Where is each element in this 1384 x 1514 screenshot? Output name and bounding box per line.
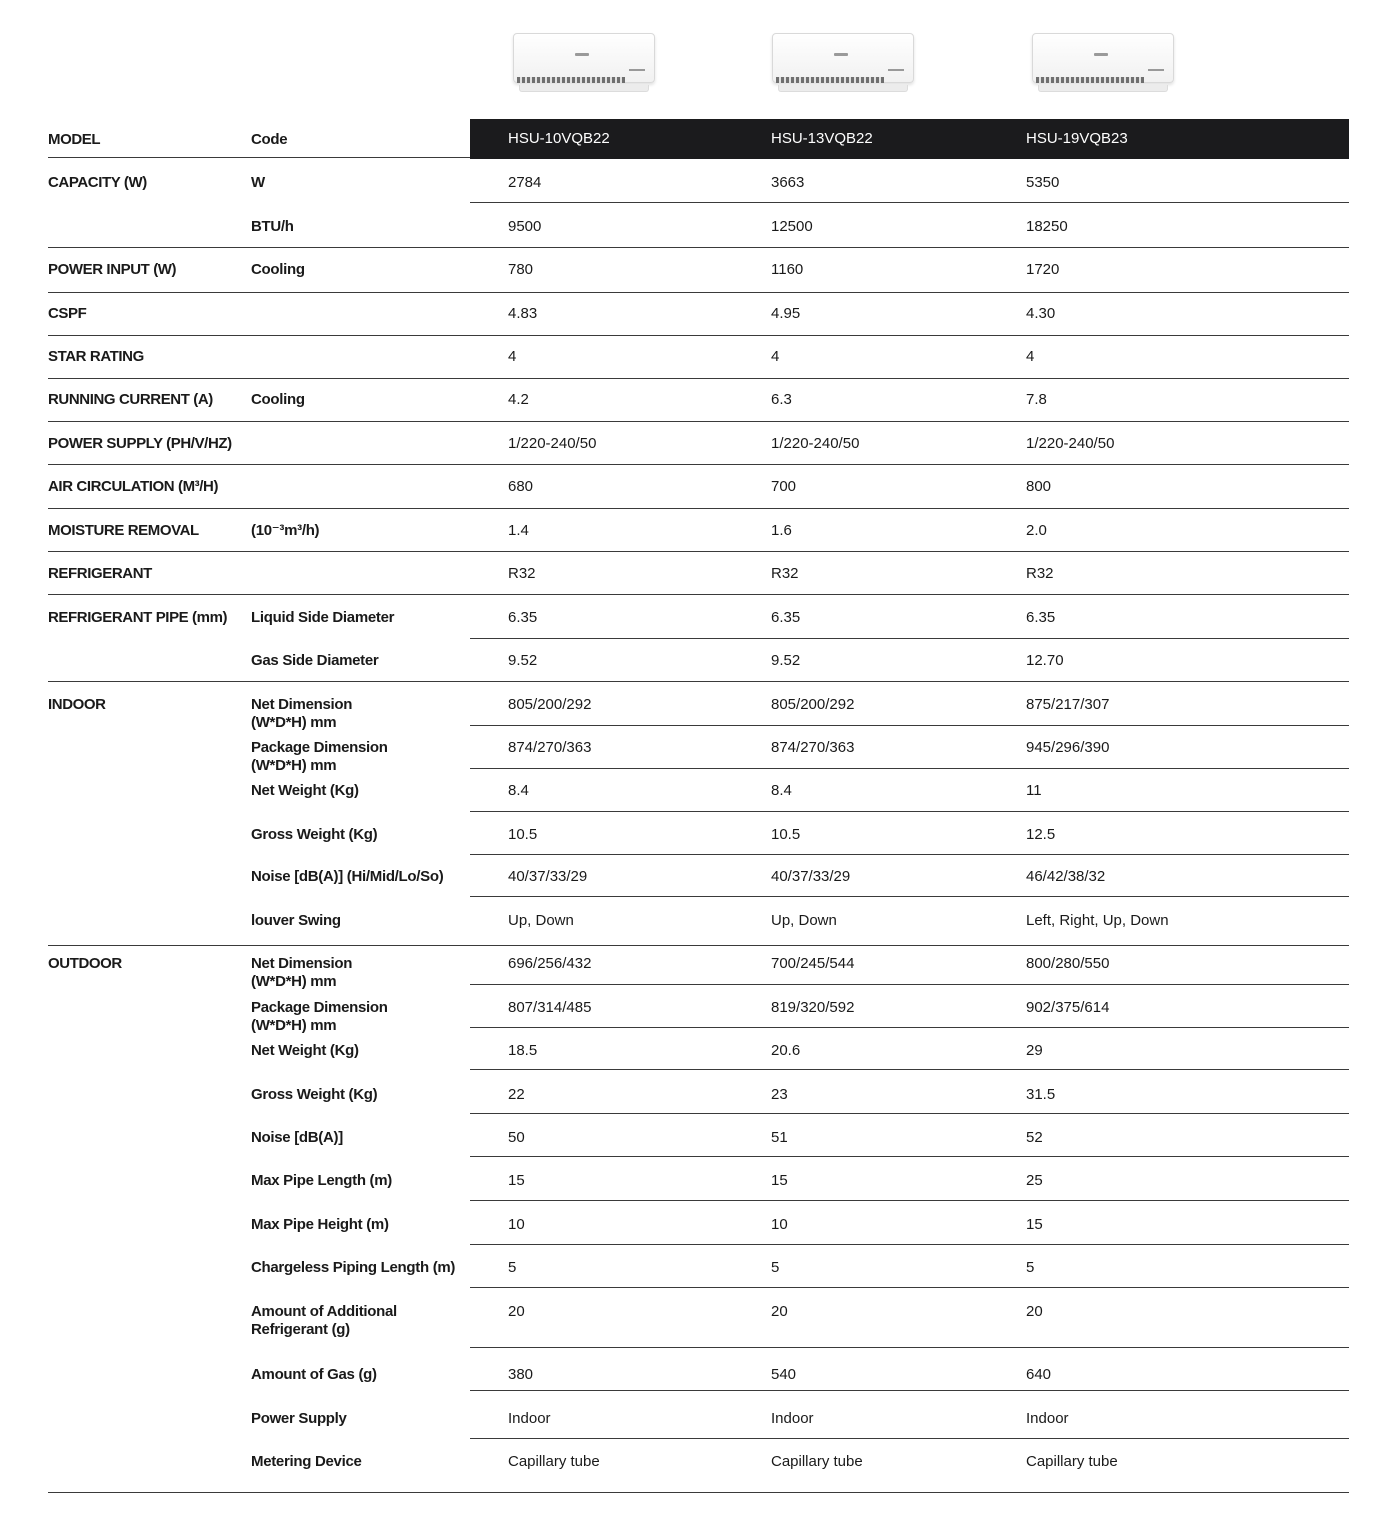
spec-value-model-2: Up, Down (771, 912, 837, 929)
spec-value-model-3: 4.30 (1026, 305, 1056, 322)
spec-value-model-2: 1.6 (771, 522, 792, 539)
spec-value-model-3: 6.35 (1026, 609, 1056, 626)
spec-value-model-2: 540 (771, 1366, 797, 1383)
row-divider (48, 247, 1349, 248)
spec-category: RUNNING CURRENT (A) (48, 391, 213, 408)
spec-sublabel: Noise [dB(A)] (Hi/Mid/Lo/So) (251, 868, 444, 885)
spec-value-model-3: 12.5 (1026, 826, 1056, 843)
spec-value-model-1: 40/37/33/29 (508, 868, 588, 885)
spec-sublabel: Gross Weight (Kg) (251, 1086, 378, 1103)
spec-sublabel: Gross Weight (Kg) (251, 826, 378, 843)
row-divider (470, 1113, 1349, 1114)
spec-sublabel: louver Swing (251, 912, 341, 929)
spec-value-model-2: R32 (771, 565, 799, 582)
spec-value-model-3: 15 (1026, 1216, 1043, 1233)
spec-value-model-1: 874/270/363 (508, 739, 592, 756)
spec-value-model-1: 20 (508, 1303, 525, 1320)
spec-value-model-1: 680 (508, 478, 534, 495)
spec-sublabel: Package Dimension (W*D*H) mm (251, 739, 388, 774)
spec-value-model-3: 20 (1026, 1303, 1043, 1320)
model-name-3: HSU-19VQB23 (1026, 130, 1128, 147)
spec-sublabel: Amount of Additional Refrigerant (g) (251, 1303, 397, 1338)
spec-value-model-1: 50 (508, 1129, 525, 1146)
spec-sublabel: Noise [dB(A)] (251, 1129, 343, 1146)
spec-value-model-3: 31.5 (1026, 1086, 1056, 1103)
spec-value-model-3: Left, Right, Up, Down (1026, 912, 1169, 929)
spec-value-model-3: 5 (1026, 1259, 1035, 1276)
spec-value-model-3: 5350 (1026, 174, 1060, 191)
spec-value-model-2: 3663 (771, 174, 805, 191)
row-divider (48, 335, 1349, 336)
spec-sublabel: Power Supply (251, 1410, 347, 1427)
row-divider (48, 594, 1349, 595)
spec-sublabel: Net Weight (Kg) (251, 1042, 359, 1059)
spec-value-model-1: 2784 (508, 174, 542, 191)
code-label: Code (251, 131, 288, 148)
row-divider (470, 1200, 1349, 1201)
spec-value-model-2: 6.35 (771, 609, 801, 626)
spec-value-model-2: Indoor (771, 1410, 814, 1427)
spec-value-model-2: 12500 (771, 218, 813, 235)
spec-value-model-3: 11 (1026, 782, 1042, 799)
row-divider (470, 1287, 1349, 1288)
spec-value-model-3: 800/280/550 (1026, 955, 1110, 972)
spec-sublabel: Amount of Gas (g) (251, 1366, 377, 1383)
product-image-1 (513, 33, 653, 95)
spec-value-model-1: 380 (508, 1366, 534, 1383)
spec-sublabel: BTU/h (251, 218, 294, 235)
spec-value-model-1: 805/200/292 (508, 696, 592, 713)
row-divider (470, 1390, 1349, 1391)
spec-value-model-3: 18250 (1026, 218, 1068, 235)
row-divider (470, 896, 1349, 897)
spec-value-model-3: 25 (1026, 1172, 1043, 1189)
row-divider (48, 551, 1349, 552)
spec-category: AIR CIRCULATION (M³/H) (48, 478, 219, 495)
spec-value-model-1: 1.4 (508, 522, 529, 539)
row-divider (48, 508, 1349, 509)
spec-sublabel: Package Dimension (W*D*H) mm (251, 999, 388, 1034)
spec-sublabel: Cooling (251, 261, 305, 278)
spec-value-model-2: 700 (771, 478, 797, 495)
row-divider (470, 984, 1349, 985)
spec-value-model-1: 22 (508, 1086, 525, 1103)
spec-category: POWER SUPPLY (PH/V/HZ) (48, 435, 232, 452)
spec-sublabel: Chargeless Piping Length (m) (251, 1259, 456, 1276)
spec-value-model-1: Up, Down (508, 912, 574, 929)
spec-value-model-2: 10 (771, 1216, 788, 1233)
spec-value-model-1: 1/220-240/50 (508, 435, 597, 452)
spec-value-model-2: 10.5 (771, 826, 801, 843)
spec-category: STAR RATING (48, 348, 144, 365)
spec-value-model-1: 696/256/432 (508, 955, 592, 972)
row-divider (470, 1438, 1349, 1439)
spec-value-model-3: 902/375/614 (1026, 999, 1110, 1016)
spec-value-model-3: 640 (1026, 1366, 1052, 1383)
row-divider (470, 1069, 1349, 1070)
spec-value-model-1: 9500 (508, 218, 542, 235)
spec-value-model-1: 807/314/485 (508, 999, 592, 1016)
spec-value-model-2: 1160 (771, 261, 804, 278)
row-divider (470, 854, 1349, 855)
spec-value-model-3: 945/296/390 (1026, 739, 1110, 756)
model-name-1: HSU-10VQB22 (508, 130, 610, 147)
spec-category: CSPF (48, 305, 87, 322)
spec-value-model-2: 805/200/292 (771, 696, 855, 713)
spec-category: REFRIGERANT (48, 565, 152, 582)
spec-value-model-1: 10.5 (508, 826, 538, 843)
spec-value-model-2: 1/220-240/50 (771, 435, 860, 452)
spec-value-model-2: Capillary tube (771, 1453, 863, 1470)
model-name-2: HSU-13VQB22 (771, 130, 873, 147)
spec-value-model-1: Capillary tube (508, 1453, 600, 1470)
row-divider (48, 421, 1349, 422)
spec-sublabel: Metering Device (251, 1453, 362, 1470)
row-divider (470, 1244, 1349, 1245)
spec-value-model-1: 5 (508, 1259, 517, 1276)
row-divider (48, 681, 1349, 682)
spec-value-model-2: 40/37/33/29 (771, 868, 851, 885)
spec-value-model-1: 4 (508, 348, 517, 365)
row-divider (470, 1027, 1349, 1028)
spec-category: OUTDOOR (48, 955, 122, 972)
spec-value-model-1: 4.2 (508, 391, 529, 408)
spec-value-model-3: 4 (1026, 348, 1035, 365)
spec-value-model-3: 52 (1026, 1129, 1043, 1146)
spec-value-model-3: Indoor (1026, 1410, 1069, 1427)
row-divider (470, 811, 1349, 812)
spec-value-model-2: 8.4 (771, 782, 792, 799)
row-divider (48, 292, 1349, 293)
spec-category: INDOOR (48, 696, 106, 713)
row-divider (470, 638, 1349, 639)
row-divider (470, 202, 1349, 203)
spec-value-model-3: 7.8 (1026, 391, 1047, 408)
spec-sublabel: Net Dimension (W*D*H) mm (251, 955, 353, 990)
spec-value-model-3: 46/42/38/32 (1026, 868, 1106, 885)
spec-value-model-2: 819/320/592 (771, 999, 855, 1016)
spec-value-model-2: 700/245/544 (771, 955, 855, 972)
row-divider (470, 1156, 1349, 1157)
product-image-2 (772, 33, 912, 95)
spec-sublabel: Cooling (251, 391, 305, 408)
row-divider (48, 378, 1349, 379)
spec-category: REFRIGERANT PIPE (mm) (48, 609, 228, 626)
spec-sublabel: Max Pipe Height (m) (251, 1216, 389, 1233)
spec-category: CAPACITY (W) (48, 174, 147, 191)
spec-value-model-2: 23 (771, 1086, 788, 1103)
spec-value-model-3: 800 (1026, 478, 1052, 495)
spec-sublabel: Net Dimension (W*D*H) mm (251, 696, 353, 731)
row-divider (470, 768, 1349, 769)
spec-value-model-3: 2.0 (1026, 522, 1047, 539)
spec-value-model-2: 4 (771, 348, 780, 365)
row-divider (48, 464, 1349, 465)
spec-value-model-1: 18.5 (508, 1042, 538, 1059)
spec-value-model-2: 6.3 (771, 391, 792, 408)
spec-value-model-2: 51 (771, 1129, 788, 1146)
spec-value-model-3: 1/220-240/50 (1026, 435, 1115, 452)
spec-value-model-2: 874/270/363 (771, 739, 855, 756)
spec-sublabel: Net Weight (Kg) (251, 782, 359, 799)
spec-sublabel: W (251, 174, 265, 191)
spec-value-model-3: R32 (1026, 565, 1054, 582)
spec-value-model-3: 29 (1026, 1042, 1043, 1059)
row-divider (470, 725, 1349, 726)
spec-category: MOISTURE REMOVAL (48, 522, 199, 539)
spec-value-model-1: 15 (508, 1172, 525, 1189)
spec-value-model-3: 1720 (1026, 261, 1060, 278)
row-divider (48, 1492, 1349, 1493)
spec-value-model-2: 4.95 (771, 305, 801, 322)
spec-value-model-3: Capillary tube (1026, 1453, 1118, 1470)
spec-value-model-1: 8.4 (508, 782, 529, 799)
spec-sublabel: Gas Side Diameter (251, 652, 379, 669)
spec-value-model-2: 20.6 (771, 1042, 801, 1059)
spec-value-model-2: 5 (771, 1259, 780, 1276)
product-image-3 (1032, 33, 1172, 95)
spec-value-model-2: 15 (771, 1172, 788, 1189)
spec-value-model-1: 10 (508, 1216, 525, 1233)
spec-value-model-1: 9.52 (508, 652, 538, 669)
spec-value-model-1: Indoor (508, 1410, 551, 1427)
row-divider (48, 945, 1349, 946)
spec-sublabel: Max Pipe Length (m) (251, 1172, 392, 1189)
spec-value-model-2: 20 (771, 1303, 788, 1320)
spec-value-model-3: 875/217/307 (1026, 696, 1110, 713)
spec-sublabel: Liquid Side Diameter (251, 609, 395, 626)
row-divider (470, 1347, 1349, 1348)
spec-category: POWER INPUT (W) (48, 261, 177, 278)
spec-sublabel: (10⁻³m³/h) (251, 522, 320, 539)
spec-value-model-1: 780 (508, 261, 534, 278)
model-label: MODEL (48, 131, 101, 148)
spec-value-model-1: R32 (508, 565, 536, 582)
spec-value-model-3: 12.70 (1026, 652, 1064, 669)
header-divider (48, 157, 470, 158)
spec-value-model-2: 9.52 (771, 652, 801, 669)
spec-value-model-1: 6.35 (508, 609, 538, 626)
spec-value-model-1: 4.83 (508, 305, 538, 322)
